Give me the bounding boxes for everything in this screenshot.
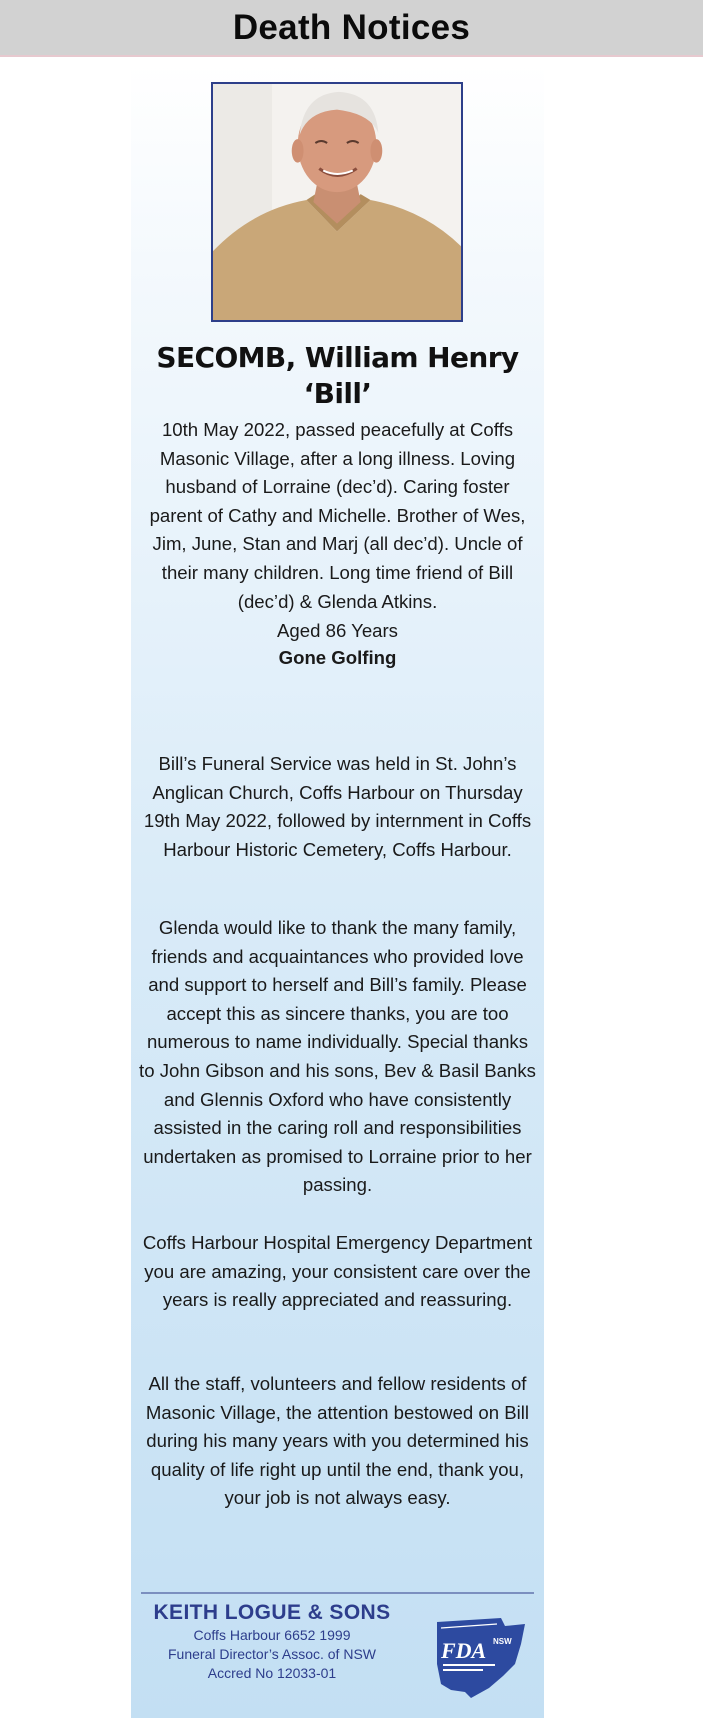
name-primary: SECOMB, William Henry: [156, 341, 519, 374]
funeral-director-block: [137, 1600, 407, 1683]
notice-paragraph-hospital: Coffs Harbour Hospital Emergency Department you are amazing, your consistent care over the years is really appreciated and reassuring.: [142, 1232, 533, 1311]
notice-paragraph-funeral-service: Bill’s Funeral Service was held in St. John’s Anglican Church, Coffs Harbour on Thursday 19th May 2022, followed by internment in Coffs Harbour Historic Cemetery, Coffs Harbour.: [143, 753, 532, 860]
fda-logo-subtext: NSW: [493, 1637, 512, 1646]
portrait-photo: [211, 82, 463, 322]
footer-divider: [141, 1592, 534, 1594]
name-nickname: ‘Bill’: [303, 377, 372, 410]
notice-tagline: Gone Golfing: [278, 647, 397, 668]
funeral-director-name: KEITH LOGUE & SONS: [153, 1601, 391, 1624]
fda-nsw-logo: [431, 1614, 531, 1704]
notice-age: Aged 86 Years: [277, 620, 398, 641]
notice-paragraph-village: All the staff, volunteers and fellow residents of Masonic Village, the attention bestowed on Bill during his many years with you determined his quality of life right up until the end, thank you, your job is not always easy.: [145, 1373, 530, 1509]
page-title: Death Notices: [232, 7, 471, 47]
notice-paragraph-passing: 10th May 2022, passed peacefully at Coffs Masonic Village, after a long illness. Loving husband of Lorraine (dec’d). Caring foster parent of Cathy and Michelle. Brother of Wes, Jim, June, Stan and Marj (all dec’d). Uncle of their many children. Long time friend of Bill (dec’d) & Glenda Atkins.: [149, 419, 526, 612]
fda-logo-text: FDA: [441, 1638, 487, 1663]
funeral-director-phone: Coffs Harbour 6652 1999: [193, 1627, 351, 1643]
notice-paragraph-thanks: Glenda would like to thank the many family, friends and acquaintances who provided love and support to herself and Bill’s family. Please accept this as sincere thanks, you are too numerous to name individually. Special thanks to John Gibson and his sons, Bev & Basil Banks and Glennis Oxford who have consistently assisted in the caring roll and responsibilities undertaken as promised to Lorraine prior to her passing.: [139, 917, 536, 1196]
death-notice-card: [131, 64, 544, 1718]
deceased-name: [131, 340, 544, 412]
funeral-director-accreditation: Accred No 12033-01: [207, 1665, 337, 1681]
portrait-image: [213, 84, 461, 320]
fda-nsw-map-icon: [431, 1614, 531, 1704]
page-header: [0, 0, 703, 57]
funeral-director-association: Funeral Director’s Assoc. of NSW: [168, 1646, 376, 1662]
